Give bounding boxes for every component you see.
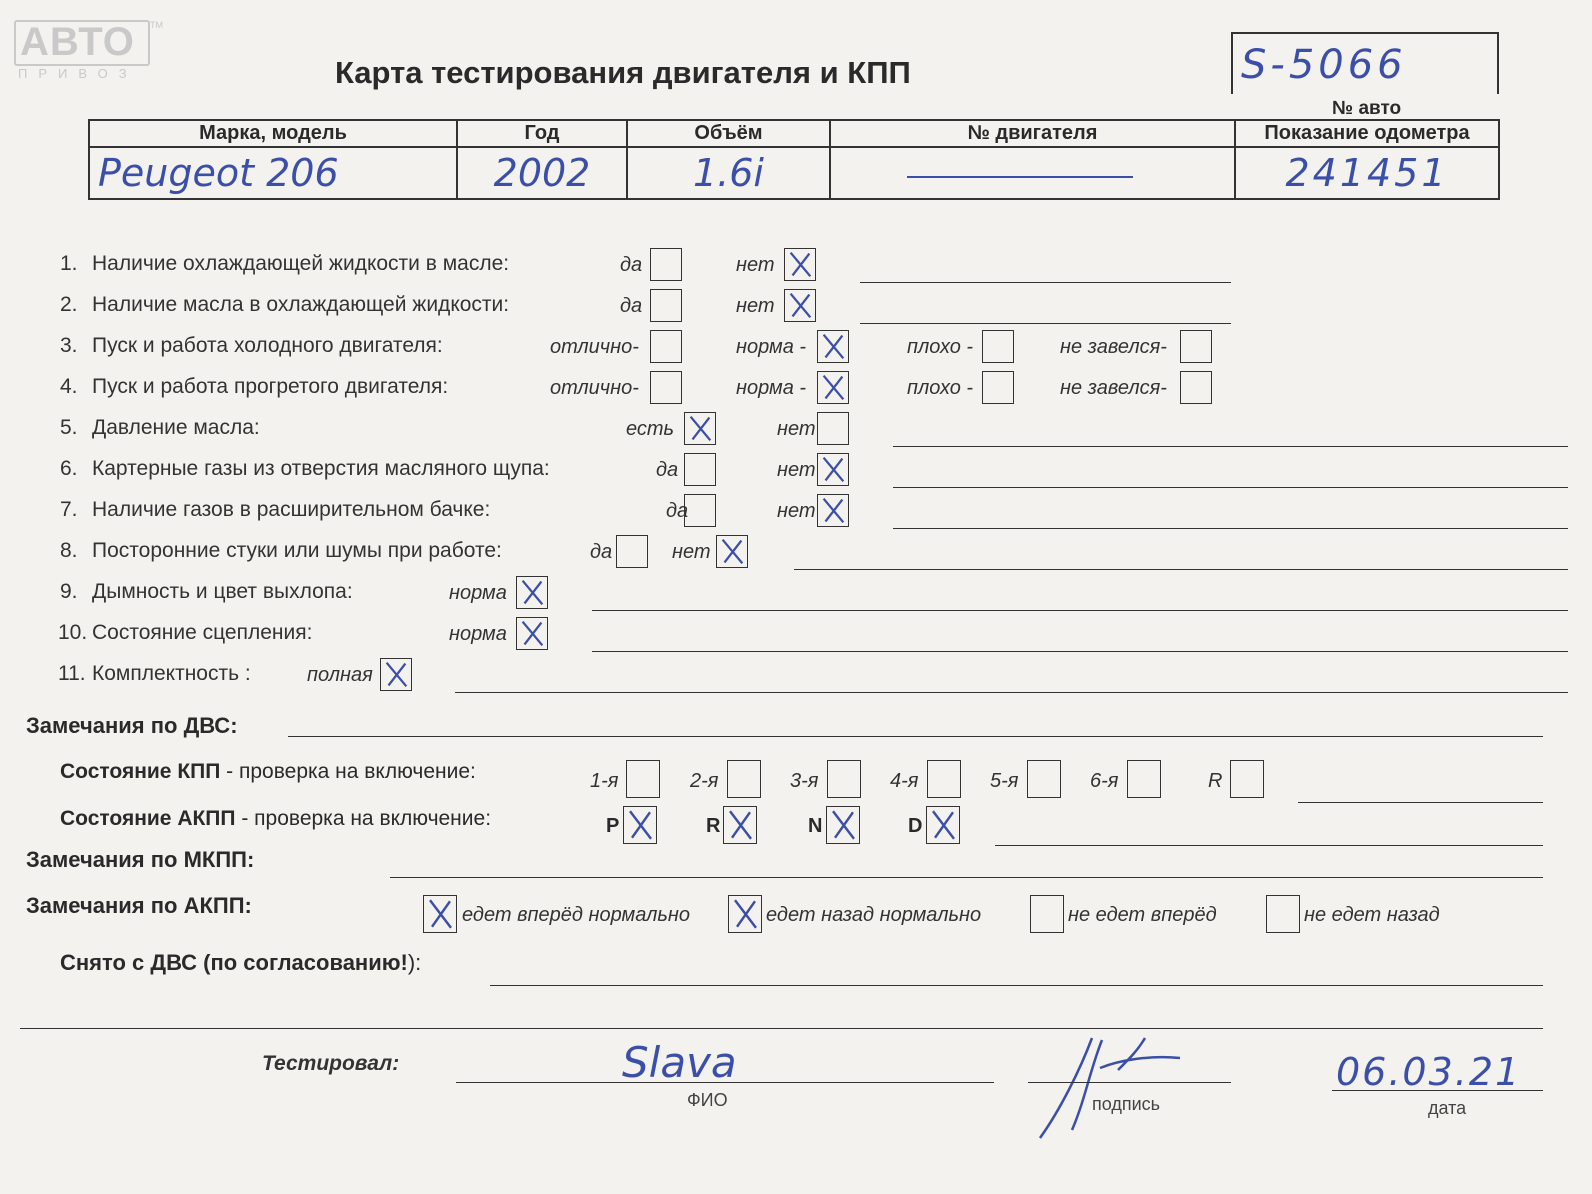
option-label: норма — [449, 582, 507, 604]
option-label: нет — [672, 541, 711, 563]
option-checkbox[interactable] — [650, 371, 682, 404]
gear-label: 1-я — [590, 770, 619, 792]
name-caption: ФИО — [687, 1090, 728, 1110]
kpp-line — [1298, 802, 1543, 803]
akpp-position-checkbox[interactable] — [926, 806, 960, 844]
akpp-line — [995, 845, 1543, 846]
option-checkbox[interactable] — [380, 658, 412, 691]
option-checkbox[interactable] — [716, 535, 748, 568]
akpp-position-checkbox[interactable] — [623, 806, 657, 844]
option-checkbox[interactable] — [1180, 330, 1212, 363]
option-checkbox[interactable] — [982, 371, 1014, 404]
gear-label: 2-я — [690, 770, 719, 792]
kpp-label-rest: - проверка на включение: — [220, 760, 476, 783]
question-text: Давление масла: — [92, 416, 260, 439]
akpp-position-label: P — [606, 815, 620, 837]
option-checkbox[interactable] — [817, 371, 849, 404]
header-table — [88, 119, 1500, 200]
odometer-value: 241451 — [1285, 151, 1449, 195]
option-label: есть — [626, 418, 675, 440]
option-label: да — [666, 500, 689, 522]
question-text: Посторонние стуки или шумы при работе: — [92, 539, 502, 562]
option-checkbox[interactable] — [684, 494, 716, 527]
option-label: норма - — [736, 377, 807, 399]
question-text: Наличие масла в охлаждающей жидкости: — [92, 293, 510, 316]
akpp-remark-label: не едет вперёд — [1068, 904, 1217, 926]
gear-label: R — [1208, 770, 1223, 792]
akpp-label-bold: Состояние АКПП — [60, 807, 236, 830]
akpp-remark-checkbox[interactable] — [423, 895, 457, 933]
question-text: Состояние сцепления: — [92, 621, 313, 644]
question-number: 5. — [60, 416, 78, 439]
option-label: отлично- — [550, 336, 639, 358]
engine-number-dash — [907, 176, 1133, 178]
auto-number-box — [1231, 32, 1499, 94]
signature — [1030, 1030, 1190, 1150]
answer-line — [592, 651, 1568, 652]
tested-by-label: Тестировал: — [262, 1052, 400, 1075]
col-make-model: Марка, модель — [89, 120, 457, 147]
gear-checkbox[interactable] — [827, 760, 861, 798]
gear-label: 6-я — [1090, 770, 1119, 792]
col-year: Год — [457, 120, 627, 147]
option-label: плохо - — [907, 377, 974, 399]
akpp-position-label: D — [908, 815, 923, 837]
akpp-label-rest: - проверка на включение: — [235, 807, 492, 830]
option-label: да — [590, 541, 613, 563]
akpp-remark-checkbox[interactable] — [1266, 895, 1300, 933]
col-engine-number: № двигателя — [830, 120, 1235, 147]
option-checkbox[interactable] — [650, 248, 682, 281]
removed-label-bold: Снято с ДВС (по согласованию! — [60, 950, 408, 975]
akpp-remark-label: едет назад нормально — [766, 904, 982, 926]
gear-label: 4-я — [890, 770, 919, 792]
removed-label-rest: ): — [407, 950, 422, 975]
auto-number-label: № авто — [1332, 98, 1402, 119]
option-label: нет — [777, 418, 816, 440]
answer-line — [860, 282, 1231, 283]
volume-value: 1.6i — [693, 151, 764, 195]
answer-line — [794, 569, 1568, 570]
option-label: нет — [777, 500, 816, 522]
option-checkbox[interactable] — [784, 289, 816, 322]
question-number: 4. — [60, 375, 78, 398]
cell-year — [457, 147, 627, 199]
removed-label — [60, 950, 421, 976]
kpp-label-bold: Состояние КПП — [60, 760, 221, 783]
gear-checkbox[interactable] — [626, 760, 660, 798]
answer-line — [455, 692, 1568, 693]
akpp-position-checkbox[interactable] — [723, 806, 757, 844]
signature-caption: подпись — [1092, 1094, 1161, 1114]
akpp-position-label: N — [808, 815, 823, 837]
name-line — [456, 1082, 994, 1083]
gear-checkbox[interactable] — [1127, 760, 1161, 798]
option-label: отлично- — [550, 377, 639, 399]
logo-sub-text: ПРИВОЗ — [18, 66, 138, 81]
option-checkbox[interactable] — [516, 617, 548, 650]
option-label: да — [620, 295, 643, 317]
logo-tm: TM — [150, 20, 163, 30]
option-checkbox[interactable] — [817, 453, 849, 486]
question-number: 3. — [60, 334, 78, 357]
remarks-ice-line — [288, 736, 1543, 737]
option-checkbox[interactable] — [817, 412, 849, 445]
gear-checkbox[interactable] — [727, 760, 761, 798]
option-checkbox[interactable] — [1180, 371, 1212, 404]
question-number: 11. — [58, 662, 86, 685]
akpp-position-label: R — [706, 815, 721, 837]
akpp-remark-label: едет вперёд нормально — [462, 904, 691, 926]
question-text: Картерные газы из отверстия масляного щупа: — [92, 457, 550, 480]
kpp-label — [60, 760, 476, 784]
logo-main-text: АВТО — [20, 20, 135, 64]
date-value: 06.03.21 — [1336, 1050, 1522, 1094]
remarks-mkpp-label: Замечания по МКПП: — [26, 847, 255, 872]
option-label: нет — [736, 295, 775, 317]
signature-line — [1028, 1082, 1231, 1083]
cell-make-model — [89, 147, 457, 199]
option-checkbox[interactable] — [684, 453, 716, 486]
question-number: 1. — [60, 252, 78, 275]
akpp-position-checkbox[interactable] — [826, 806, 860, 844]
akpp-label — [60, 807, 491, 831]
full-width-line — [20, 1028, 1543, 1029]
date-caption: дата — [1428, 1098, 1467, 1118]
page-title: Карта тестирования двигателя и КПП — [335, 55, 911, 90]
cell-engine-number — [830, 147, 1235, 199]
option-checkbox[interactable] — [516, 576, 548, 609]
question-number: 10. — [58, 621, 88, 644]
option-label: не завелся- — [1060, 377, 1167, 399]
question-number: 7. — [60, 498, 78, 521]
removed-line — [490, 985, 1543, 986]
question-text: Комплектность : — [92, 662, 251, 685]
akpp-remark-checkbox[interactable] — [1030, 895, 1064, 933]
option-label: норма — [449, 623, 507, 645]
date-line — [1332, 1090, 1543, 1091]
question-text: Наличие газов в расширительном бачке: — [92, 498, 491, 521]
remarks-mkpp-line — [390, 877, 1543, 878]
option-checkbox[interactable] — [784, 248, 816, 281]
question-number: 2. — [60, 293, 78, 316]
question-number: 9. — [60, 580, 78, 603]
question-text: Пуск и работа прогретого двигателя: — [92, 375, 449, 398]
question-text: Наличие охлаждающей жидкости в масле: — [92, 252, 510, 275]
year-value: 2002 — [493, 151, 591, 195]
gear-label: 3-я — [790, 770, 819, 792]
col-volume: Объём — [627, 120, 830, 147]
question-number: 6. — [60, 457, 78, 480]
answer-line — [860, 323, 1231, 324]
gear-label: 5-я — [990, 770, 1019, 792]
tester-name: Slava — [622, 1038, 737, 1087]
option-checkbox[interactable] — [650, 289, 682, 322]
option-checkbox[interactable] — [684, 412, 716, 445]
option-label: плохо - — [907, 336, 974, 358]
question-text: Дымность и цвет выхлопа: — [92, 580, 353, 603]
answer-line — [893, 528, 1568, 529]
answer-line — [893, 487, 1568, 488]
remarks-ice-label: Замечания по ДВС: — [26, 713, 238, 738]
option-label: да — [620, 254, 643, 276]
cell-odometer — [1235, 147, 1499, 199]
answer-line — [592, 610, 1568, 611]
remarks-akpp-label: Замечания по АКПП: — [26, 893, 252, 918]
option-label: да — [656, 459, 679, 481]
option-checkbox[interactable] — [817, 330, 849, 363]
cell-volume — [627, 147, 830, 199]
col-odometer: Показание одометра — [1235, 120, 1499, 147]
option-checkbox[interactable] — [650, 330, 682, 363]
logo — [14, 20, 164, 82]
option-label: не завелся- — [1060, 336, 1167, 358]
option-checkbox[interactable] — [982, 330, 1014, 363]
question-text: Пуск и работа холодного двигателя: — [92, 334, 443, 357]
gear-checkbox[interactable] — [1230, 760, 1264, 798]
option-label: норма - — [736, 336, 807, 358]
auto-number-value: S-5066 — [1241, 42, 1407, 88]
gear-checkbox[interactable] — [1027, 760, 1061, 798]
option-label: нет — [777, 459, 816, 481]
answer-line — [893, 446, 1568, 447]
option-checkbox[interactable] — [817, 494, 849, 527]
gear-checkbox[interactable] — [927, 760, 961, 798]
akpp-remark-label: не едет назад — [1304, 904, 1440, 926]
akpp-remark-checkbox[interactable] — [728, 895, 762, 933]
option-checkbox[interactable] — [616, 535, 648, 568]
make-model-value: Peugeot 206 — [98, 151, 339, 195]
option-label: полная — [307, 664, 373, 686]
question-number: 8. — [60, 539, 78, 562]
option-label: нет — [736, 254, 775, 276]
